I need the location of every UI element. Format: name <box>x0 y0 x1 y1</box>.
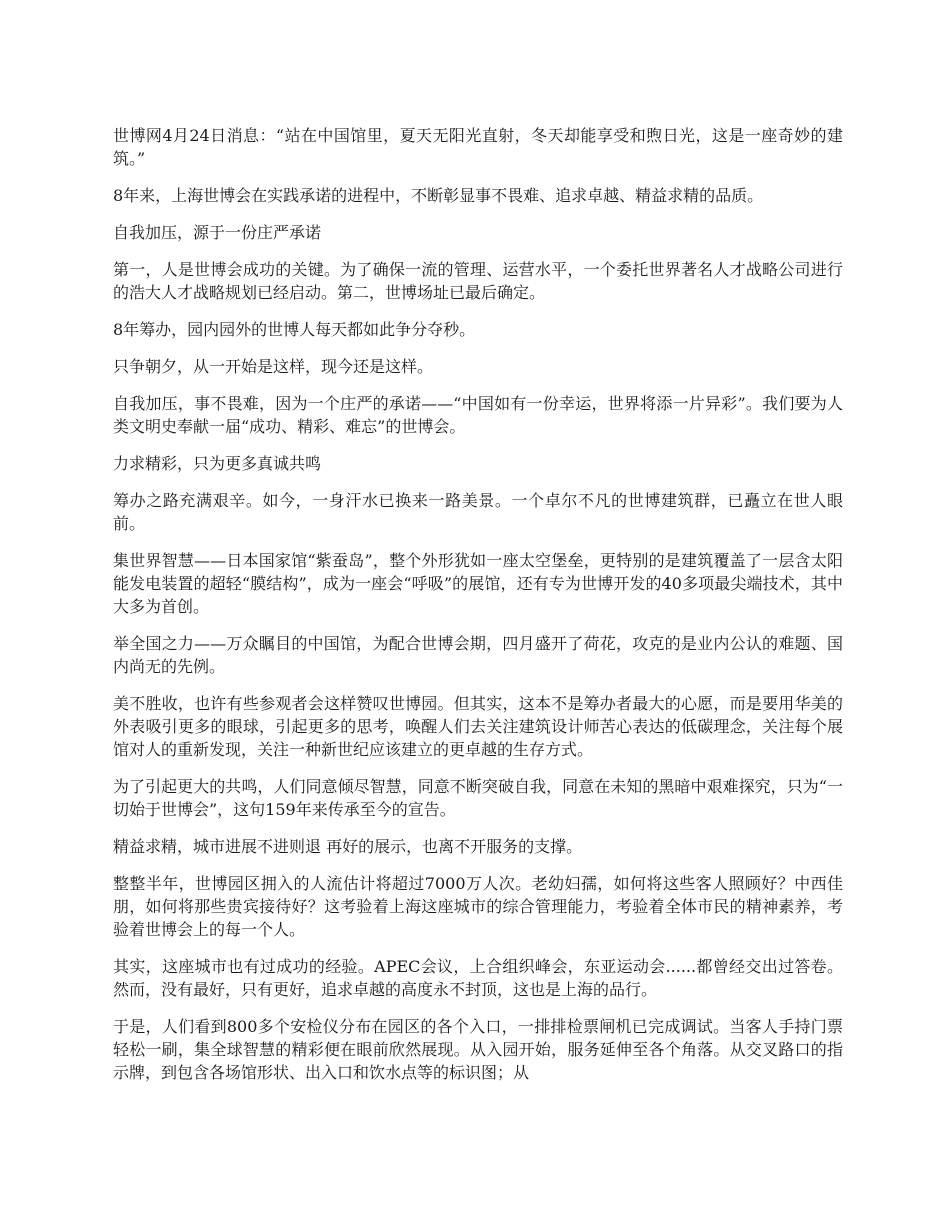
paragraph: 于是，人们看到800多个安检仪分布在园区的各个入口，一排排检票闸机已完成调试。当客人手持门票轻松一刷，集全球智慧的精彩便在眼前欣然展现。从入园开始，服务延伸至各个角落。从交叉路口的指示牌，到包含各场馆形状、出入口和饮水点等的标识图；从 <box>113 1017 843 1082</box>
section-heading: 精益求精，城市进展不进则退 再好的展示，也离不开服务的支撑。 <box>113 837 583 856</box>
paragraph: 第一，人是世博会成功的关键。为了确保一流的管理、运营水平，一个委托世界著名人才战略公司进行的浩大人才战略规划已经启动。第二，世博场址已最后确定。 <box>113 260 843 302</box>
paragraph: 只争朝夕，从一开始是这样，现今还是这样。 <box>113 357 434 376</box>
document-body <box>113 124 843 1098</box>
section-heading: 力求精彩，只为更多真诚共鸣 <box>113 454 322 473</box>
section-heading: 自我加压，源于一份庄严承诺 <box>113 223 322 242</box>
paragraph: 美不胜收，也许有些参观者会这样赞叹世博园。但其实，这本不是筹办者最大的心愿，而是要用华美的外表吸引更多的眼球，引起更多的思考，唤醒人们去关注建筑设计师苦心表达的低碳理念，关注每个展馆对人的重新发现，关注一种新世纪应该建立的更卓越的生存方式。 <box>113 694 843 759</box>
paragraph: 为了引起更大的共鸣，人们同意倾尽智慧，同意不断突破自我，同意在未知的黑暗中艰难探究，只为“一切始于世博会”，这句159年来传承至今的宣告。 <box>113 777 843 819</box>
paragraph: 集世界智慧——日本国家馆“紫蚕岛”，整个外形犹如一座太空堡垒，更特别的是建筑覆盖了一层含太阳能发电装置的超轻“膜结构”，成为一座会“呼吸”的展馆，还有专为世博开发的40多项最尖端技术，其中大多为首创。 <box>113 551 843 616</box>
paragraph: 筹办之路充满艰辛。如今，一身汗水已换来一路美景。一个卓尔不凡的世博建筑群，已矗立在世人眼前。 <box>113 491 843 533</box>
paragraph: 整整半年，世博园区拥入的人流估计将超过7000万人次。老幼妇孺，如何将这些客人照顾好？中西佳朋，如何将那些贵宾接待好？这考验着上海这座城市的综合管理能力，考验着全体市民的精神素养，考验着世博会上的每一个人。 <box>113 874 843 939</box>
paragraph: 8年筹办，园内园外的世博人每天都如此争分夺秒。 <box>113 320 476 339</box>
paragraph: 自我加压，事不畏难，因为一个庄严的承诺——“中国如有一份幸运，世界将添一片异彩”。我们要为人类文明史奉献一届“成功、精彩、难忘”的世博会。 <box>113 394 843 436</box>
paragraph: 举全国之力——万众瞩目的中国馆，为配合世博会期，四月盛开了荷花，攻克的是业内公认的难题、国内尚无的先例。 <box>113 634 843 676</box>
paragraph: 8年来，上海世博会在实践承诺的进程中，不断彰显事不畏难、追求卓越、精益求精的品质。 <box>113 186 764 205</box>
paragraph: 其实，这座城市也有过成功的经验。APEC会议，上合组织峰会，东亚运动会......都曾经交出过答卷。然而，没有最好，只有更好，追求卓越的高度永不封顶，这也是上海的品行。 <box>113 957 843 999</box>
paragraph-intro: 世博网4月24日消息：“站在中国馆里，夏天无阳光直射，冬天却能享受和煦日光，这是一座奇妙的建筑。” <box>113 126 843 168</box>
